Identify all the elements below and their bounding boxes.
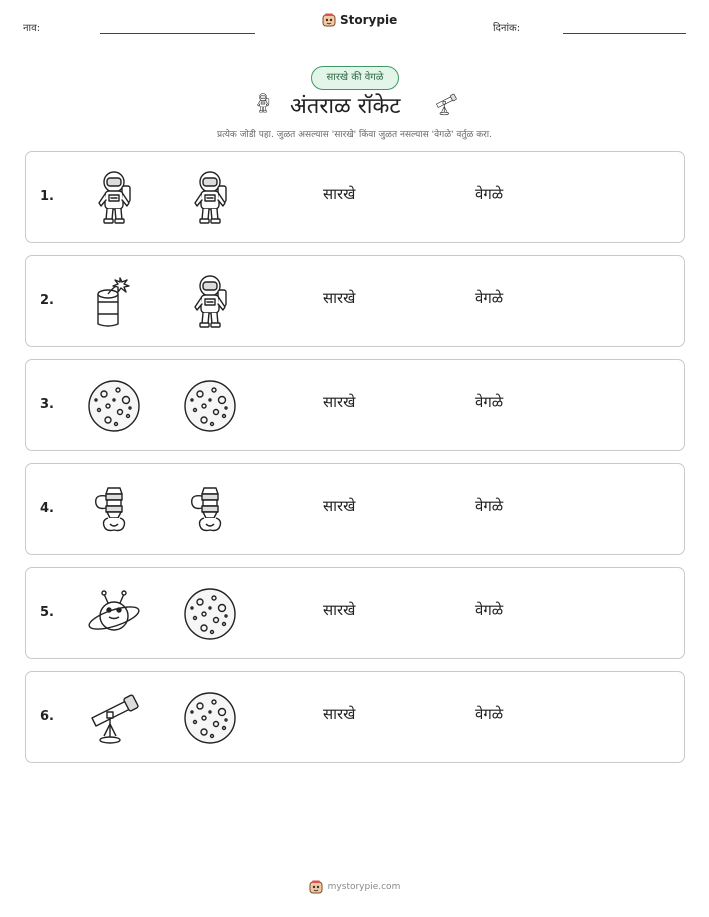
row-number: 4. [40,501,54,516]
brand-name: Storypie [340,13,398,27]
instructions: प्रत्येक जोडी पहा. जुळत असल्यास 'सारखे' किंवा जुळत नसल्यास 'वेगळे' वर्तुळ करा. [216,130,492,140]
date-line[interactable] [563,33,686,34]
exercise-row [25,255,685,347]
moon-icon [180,376,240,436]
exercise-row [25,463,685,555]
option-different[interactable]: वेगळे [475,185,504,203]
row-number: 2. [40,293,54,308]
row-number: 5. [40,605,54,620]
storypie-logo-icon [309,880,323,894]
category-badge: सारखे की वेगळे [311,66,399,90]
telescope-icon [430,91,462,117]
option-different[interactable]: वेगळे [475,393,504,411]
astronaut-icon [180,168,240,228]
footer [0,880,709,894]
exercise-row [25,151,685,243]
worksheet-header [0,0,709,50]
footer-site: mystorypie.com [327,882,401,892]
moon-icon [84,376,144,436]
rocket-engine-icon [180,480,240,540]
exercise-row [25,671,685,763]
page-title: अंतराळ रॉकेट [290,94,401,119]
firecracker-icon [84,272,144,332]
astronaut-icon [84,168,144,228]
telescope-icon [84,688,144,748]
row-number: 1. [40,189,54,204]
astronaut-icon [252,88,274,118]
astronaut-icon [180,272,240,332]
option-same[interactable]: सारखे [323,393,356,411]
row-number: 3. [40,397,54,412]
exercise-row [25,359,685,451]
option-same[interactable]: सारखे [323,705,356,723]
moon-icon [180,584,240,644]
option-different[interactable]: वेगळे [475,705,504,723]
brand [322,13,397,27]
alien-ufo-icon [84,584,144,644]
rocket-engine-icon [84,480,144,540]
option-different[interactable]: वेगळे [475,601,504,619]
exercise-row [25,567,685,659]
option-same[interactable]: सारखे [323,497,356,515]
option-same[interactable]: सारखे [323,185,356,203]
row-number: 6. [40,709,54,724]
name-label: नाव: [23,23,41,34]
date-label: दिनांक: [493,23,521,34]
option-same[interactable]: सारखे [323,601,356,619]
name-line[interactable] [100,33,255,34]
moon-icon [180,688,240,748]
storypie-logo-icon [322,13,336,27]
option-different[interactable]: वेगळे [475,289,504,307]
option-different[interactable]: वेगळे [475,497,504,515]
option-same[interactable]: सारखे [323,289,356,307]
